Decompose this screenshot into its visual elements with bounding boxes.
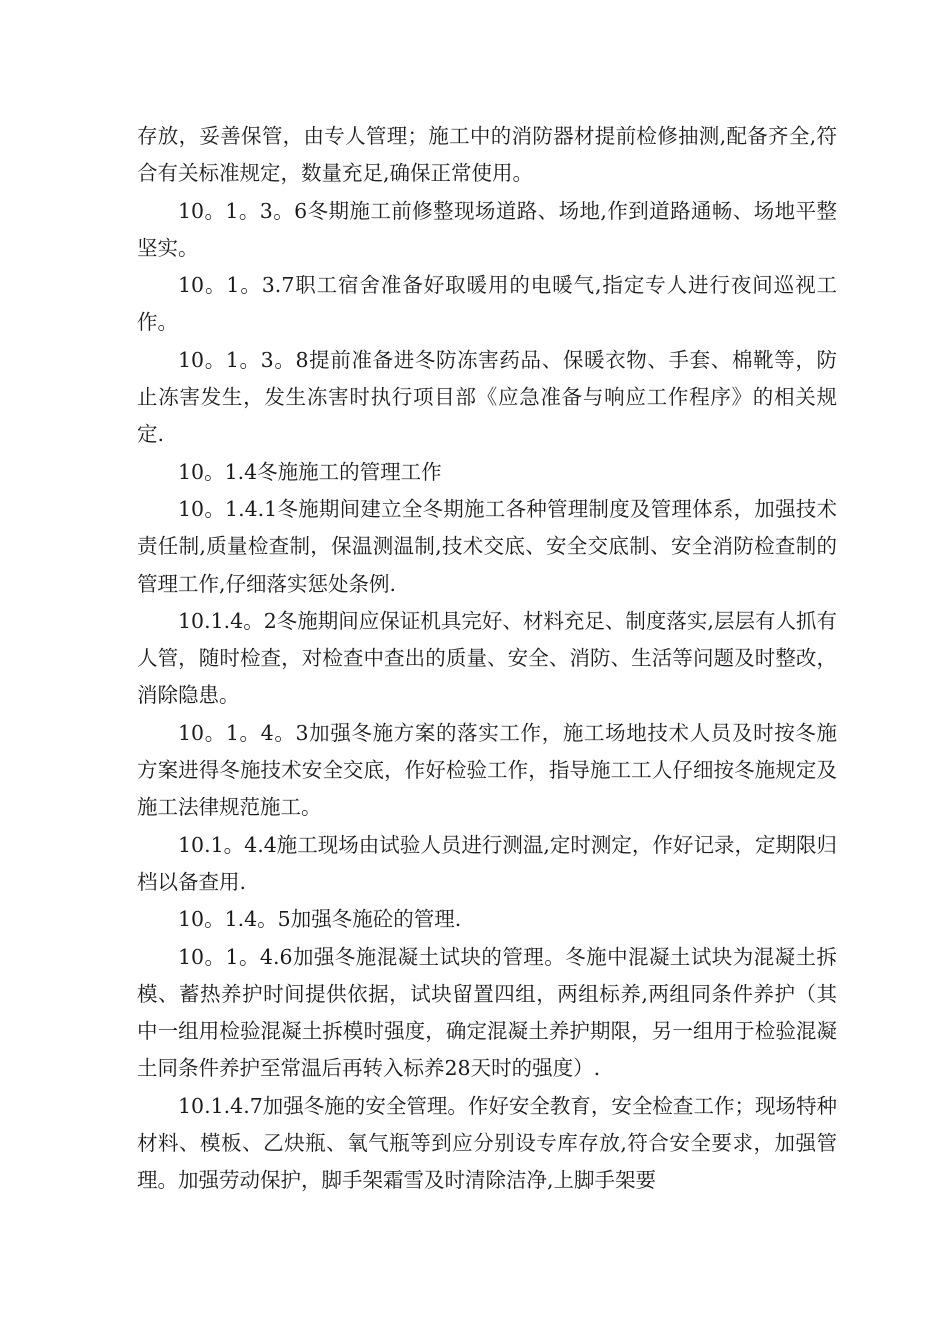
paragraph-3: 10。1。3.7职工宿舍准备好取暖用的电暖气,指定专人进行夜间巡视工作。 [137, 273, 837, 335]
paragraph-6: 10。1.4.1冬施期间建立全冬期施工各种管理制度及管理体系，加强技术责任制,质量检查制，保温测温制,技术交底、安全交底制、安全消防检查制的管理工作,仔细落实惩处条例. [137, 496, 837, 596]
section-heading: 10。1.4冬施施工的管理工作 [178, 459, 442, 484]
paragraph-12: 10.1.4.7加强冬施的安全管理。作好安全教育，安全检查工作；现场特种材料、模板、乙炔瓶、氧气瓶等到应分别设专库存放,符合安全要求，加强管理。加强劳动保护，脚手架霜雪及时清除洁净,上脚手架要 [137, 1093, 837, 1193]
document-body [137, 118, 837, 1200]
paragraph-11: 10。1。4.6加强冬施混凝土试块的管理。冬施中混凝土试块为混凝土拆模、蓄热养护时间提供依据，试块留置四组，两组标养,两组同条件养护（其中一组用检验混凝土拆模时强度，确定混凝土养护期限，另一组用于检验混凝土同条件养护至常温后再转入标养28天时的强度）. [137, 944, 837, 1081]
paragraph-9: 10.1。4.4施工现场由试验人员进行测温,定时测定，作好记录，定期限归档以备查用. [137, 832, 837, 894]
paragraph-2: 10。1。3。6冬期施工前修整现场道路、场地,作到道路通畅、场地平整坚实。 [137, 198, 837, 260]
paragraph-7: 10.1.4。2冬施期间应保证机具完好、材料充足、制度落实,层层有人抓有人管，随时检查，对检查中查出的质量、安全、消防、生活等问题及时整改，消除隐患。 [137, 608, 837, 708]
paragraph-10: 10。1.4。5加强冬施砼的管理. [178, 907, 462, 932]
paragraph-8: 10。1。4。3加强冬施方案的落实工作，施工场地技术人员及时按冬施方案进得冬施技术安全交底，作好检验工作，指导施工工人仔细按冬施规定及施工法律规范施工。 [137, 720, 837, 820]
paragraph-4: 10。1。3。8提前准备进冬防冻害药品、保暖衣物、手套、棉靴等，防止冻害发生，发生冻害时执行项目部《应急准备与响应工作程序》的相关规定. [137, 347, 837, 447]
paragraph-1: 存放，妥善保管，由专人管理；施工中的消防器材提前检修抽测,配备齐全,符合有关标准规定，数量充足,确保正常使用。 [137, 124, 837, 186]
